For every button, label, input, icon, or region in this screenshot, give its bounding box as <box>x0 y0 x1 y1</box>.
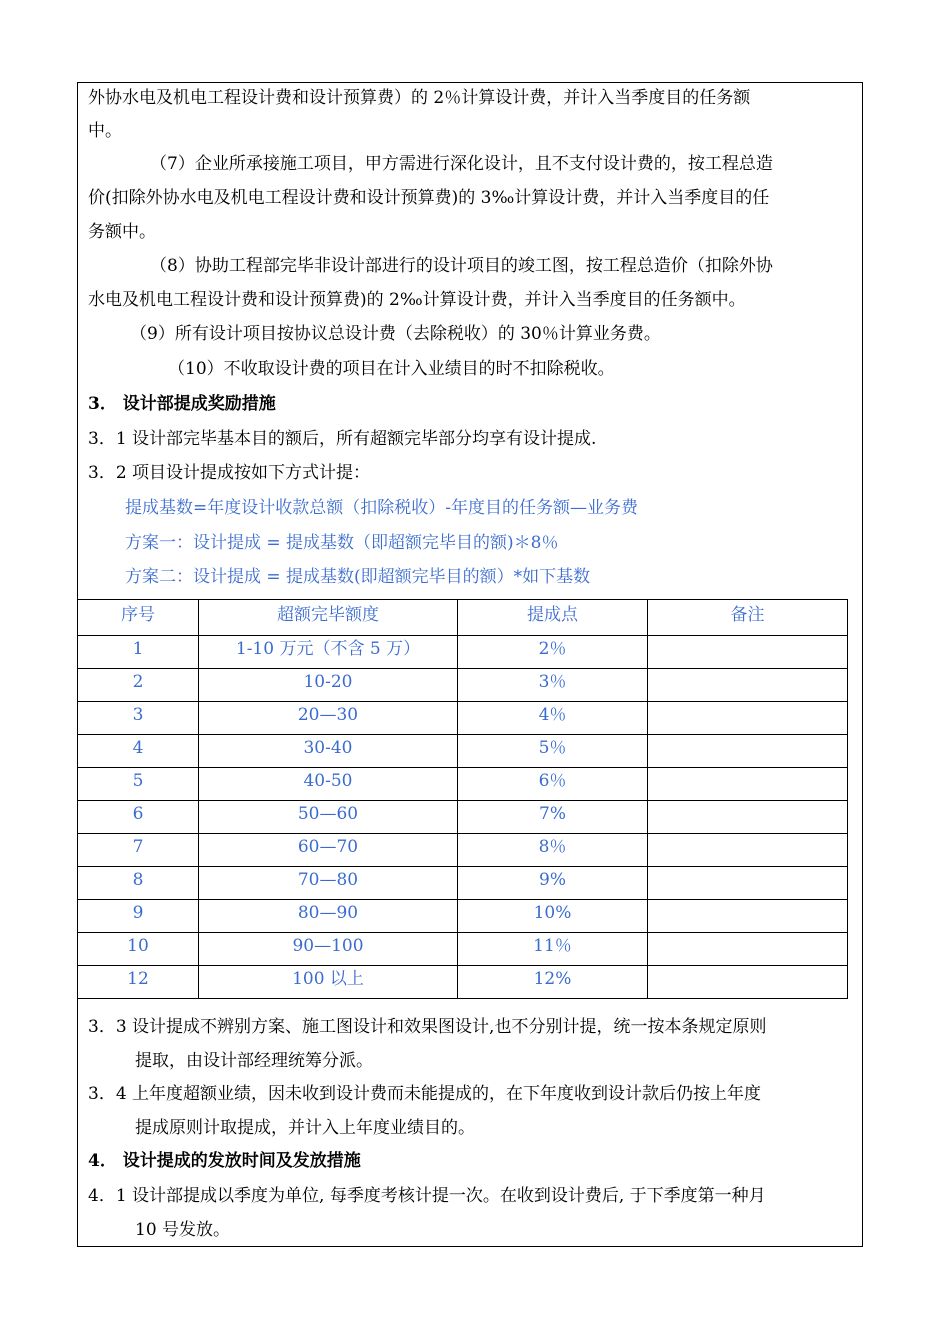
table-cell: 70—80 <box>199 867 458 900</box>
table-cell: 10% <box>458 900 648 933</box>
table-cell <box>648 768 848 801</box>
table-row <box>78 735 848 768</box>
formula-base: 提成基数=年度设计收款总额（扣除税收）-年度目的任务额—业务费 <box>125 498 638 518</box>
table-row <box>78 933 848 966</box>
table-cell: 50—60 <box>199 801 458 834</box>
table-cell <box>648 636 848 669</box>
paragraph-line: （10）不收取设计费的项目在计入业绩目的时不扣除税收。 <box>168 359 615 379</box>
table-cell: 10 <box>78 933 199 966</box>
table-cell <box>648 900 848 933</box>
table-row <box>78 867 848 900</box>
header-cell: 序号 <box>78 600 199 636</box>
table-cell: 4 <box>78 735 199 768</box>
table-cell: 5 <box>78 768 199 801</box>
table-cell: 8％ <box>458 834 648 867</box>
table-cell <box>648 834 848 867</box>
plan-two: 方案二：设计提成 = 提成基数(即超额完毕目的额）*如下基数 <box>125 567 591 587</box>
paragraph-line: 外协水电及机电工程设计费和设计预算费）的 2％计算设计费，并计入当季度目的任务额 <box>88 88 751 108</box>
paragraph-line: （8）协助工程部完毕非设计部进行的设计项目的竣工图，按工程总造价（扣除外协 <box>150 256 773 276</box>
table-cell: 100 以上 <box>199 966 458 999</box>
table-row <box>78 834 848 867</box>
clause-3-2: 3．2 项目设计提成按如下方式计提： <box>88 463 371 483</box>
table-row <box>78 669 848 702</box>
table-cell <box>648 966 848 999</box>
table-row <box>78 636 848 669</box>
clause-3-4-cont: 提成原则计取提成，并计入上年度业绩目的。 <box>135 1118 475 1138</box>
table-cell <box>648 933 848 966</box>
table-cell <box>648 669 848 702</box>
table-cell: 40-50 <box>199 768 458 801</box>
table-cell: 2 <box>78 669 199 702</box>
table-cell: 11％ <box>458 933 648 966</box>
clause-4-1-cont: 10 号发放。 <box>135 1220 231 1240</box>
table-row <box>78 900 848 933</box>
table-cell <box>648 867 848 900</box>
table-cell <box>648 702 848 735</box>
paragraph-line: （9）所有设计项目按协议总设计费（去除税收）的 30％计算业务费。 <box>130 324 661 344</box>
table-cell: 9% <box>458 867 648 900</box>
clause-3-3-cont: 提取，由设计部经理统筹分派。 <box>135 1051 373 1071</box>
header-cell: 备注 <box>648 600 848 636</box>
table-cell: 3 <box>78 702 199 735</box>
table-cell: 3％ <box>458 669 648 702</box>
table-cell: 20—30 <box>199 702 458 735</box>
header-cell: 超额完毕额度 <box>199 600 458 636</box>
commission-table <box>77 599 848 999</box>
paragraph-line: 水电及机电工程设计费和设计预算费)的 2‰计算设计费，并计入当季度目的任务额中。 <box>88 290 746 310</box>
table-row <box>78 702 848 735</box>
table-cell: 1 <box>78 636 199 669</box>
table-cell: 90—100 <box>199 933 458 966</box>
clause-3-4: 3．4 上年度超额业绩，因未收到设计费而未能提成的，在下年度收到设计款后仍按上年度 <box>88 1084 762 1104</box>
table-cell: 5％ <box>458 735 648 768</box>
table-cell: 6 <box>78 801 199 834</box>
table-cell: 1-10 万元（不含 5 万） <box>199 636 458 669</box>
table-row <box>78 768 848 801</box>
table-cell: 12 <box>78 966 199 999</box>
table-cell: 10-20 <box>199 669 458 702</box>
clause-4-1: 4．1 设计部提成以季度为单位, 每季度考核计提一次。在收到设计费后, 于下季度第一种月 <box>88 1186 766 1206</box>
table-cell: 60—70 <box>199 834 458 867</box>
table-cell: 4％ <box>458 702 648 735</box>
section-4-heading: 4． 设计提成的发放时间及发放措施 <box>88 1151 361 1171</box>
paragraph-line: 务额中。 <box>88 222 156 242</box>
clause-3-3: 3．3 设计提成不辨别方案、施工图设计和效果图设计,也不分别计提，统一按本条规定原则 <box>88 1017 767 1037</box>
table-cell: 8 <box>78 867 199 900</box>
table-cell: 30-40 <box>199 735 458 768</box>
table-row <box>78 801 848 834</box>
table-cell: 80—90 <box>199 900 458 933</box>
paragraph-line: 价(扣除外协水电及机电工程设计费和设计预算费)的 3‰计算设计费，并计入当季度目的任 <box>88 188 770 208</box>
table-cell <box>648 735 848 768</box>
table-row <box>78 966 848 999</box>
table-cell: 7% <box>458 801 648 834</box>
table-cell: 7 <box>78 834 199 867</box>
section-3-heading: 3． 设计部提成奖励措施 <box>88 394 276 414</box>
table-cell: 9 <box>78 900 199 933</box>
table-header-row <box>78 600 848 636</box>
table-cell: 12% <box>458 966 648 999</box>
plan-one: 方案一：设计提成 = 提成基数（即超额完毕目的额)＊8％ <box>125 533 559 553</box>
paragraph-line: （7）企业所承接施工项目，甲方需进行深化设计，且不支付设计费的，按工程总造 <box>150 154 773 174</box>
table-cell: 2％ <box>458 636 648 669</box>
clause-3-1: 3．1 设计部完毕基本目的额后，所有超额完毕部分均享有设计提成. <box>88 429 597 449</box>
table-cell: 6％ <box>458 768 648 801</box>
table-cell <box>648 801 848 834</box>
paragraph-line: 中。 <box>88 121 122 141</box>
header-cell: 提成点 <box>458 600 648 636</box>
